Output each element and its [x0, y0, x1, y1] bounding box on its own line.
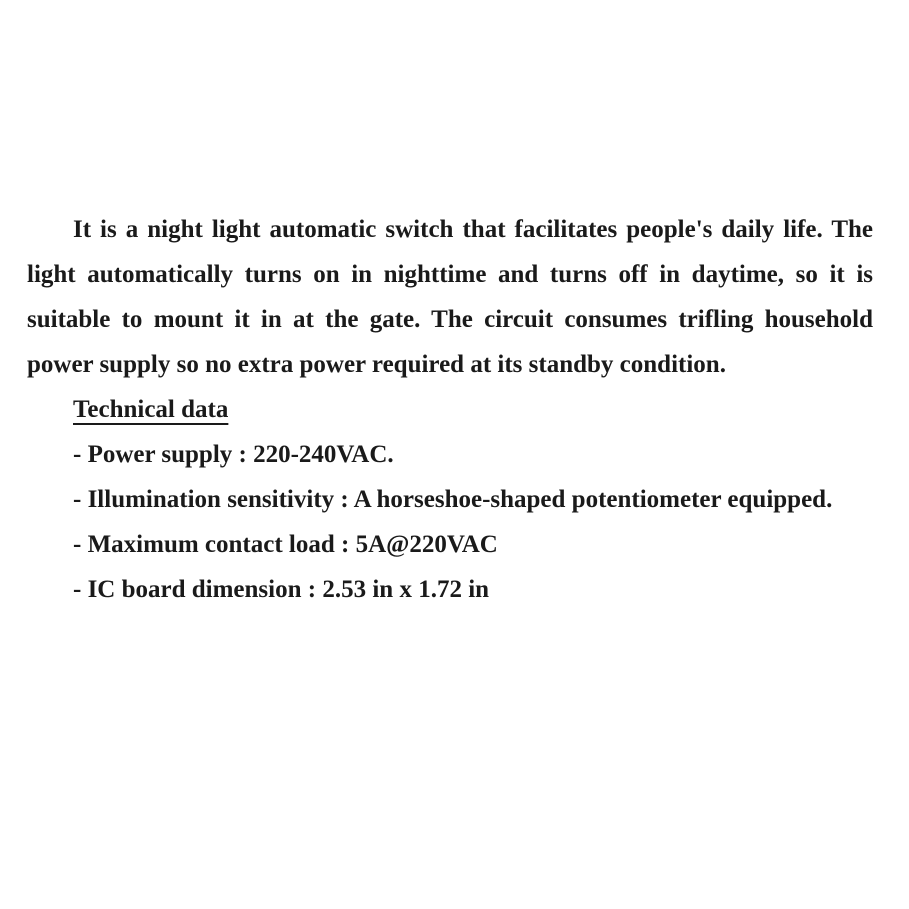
spec-power-supply: - Power supply : 220-240VAC. [73, 441, 394, 468]
intro-paragraph: It is a night light automatic switch that facilitates people's daily life. The light automatically turns on in nighttime and turns off in daytime, so it is suitable to mount it in at the gate. The circuit consumes trifling household power supply so no extra power required at its standby condition. [27, 216, 873, 378]
document-body [27, 207, 873, 612]
spec-max-contact-load: - Maximum contact load : 5A@220VAC [73, 531, 498, 558]
heading-line [27, 387, 873, 432]
technical-data-heading: Technical data [73, 396, 229, 423]
spec-illumination-sensitivity: - Illumination sensitivity : A horseshoe-shaped potentiometer equipped. [73, 486, 833, 513]
spec-ic-board-dimension: - IC board dimension : 2.53 in x 1.72 in [73, 576, 490, 603]
